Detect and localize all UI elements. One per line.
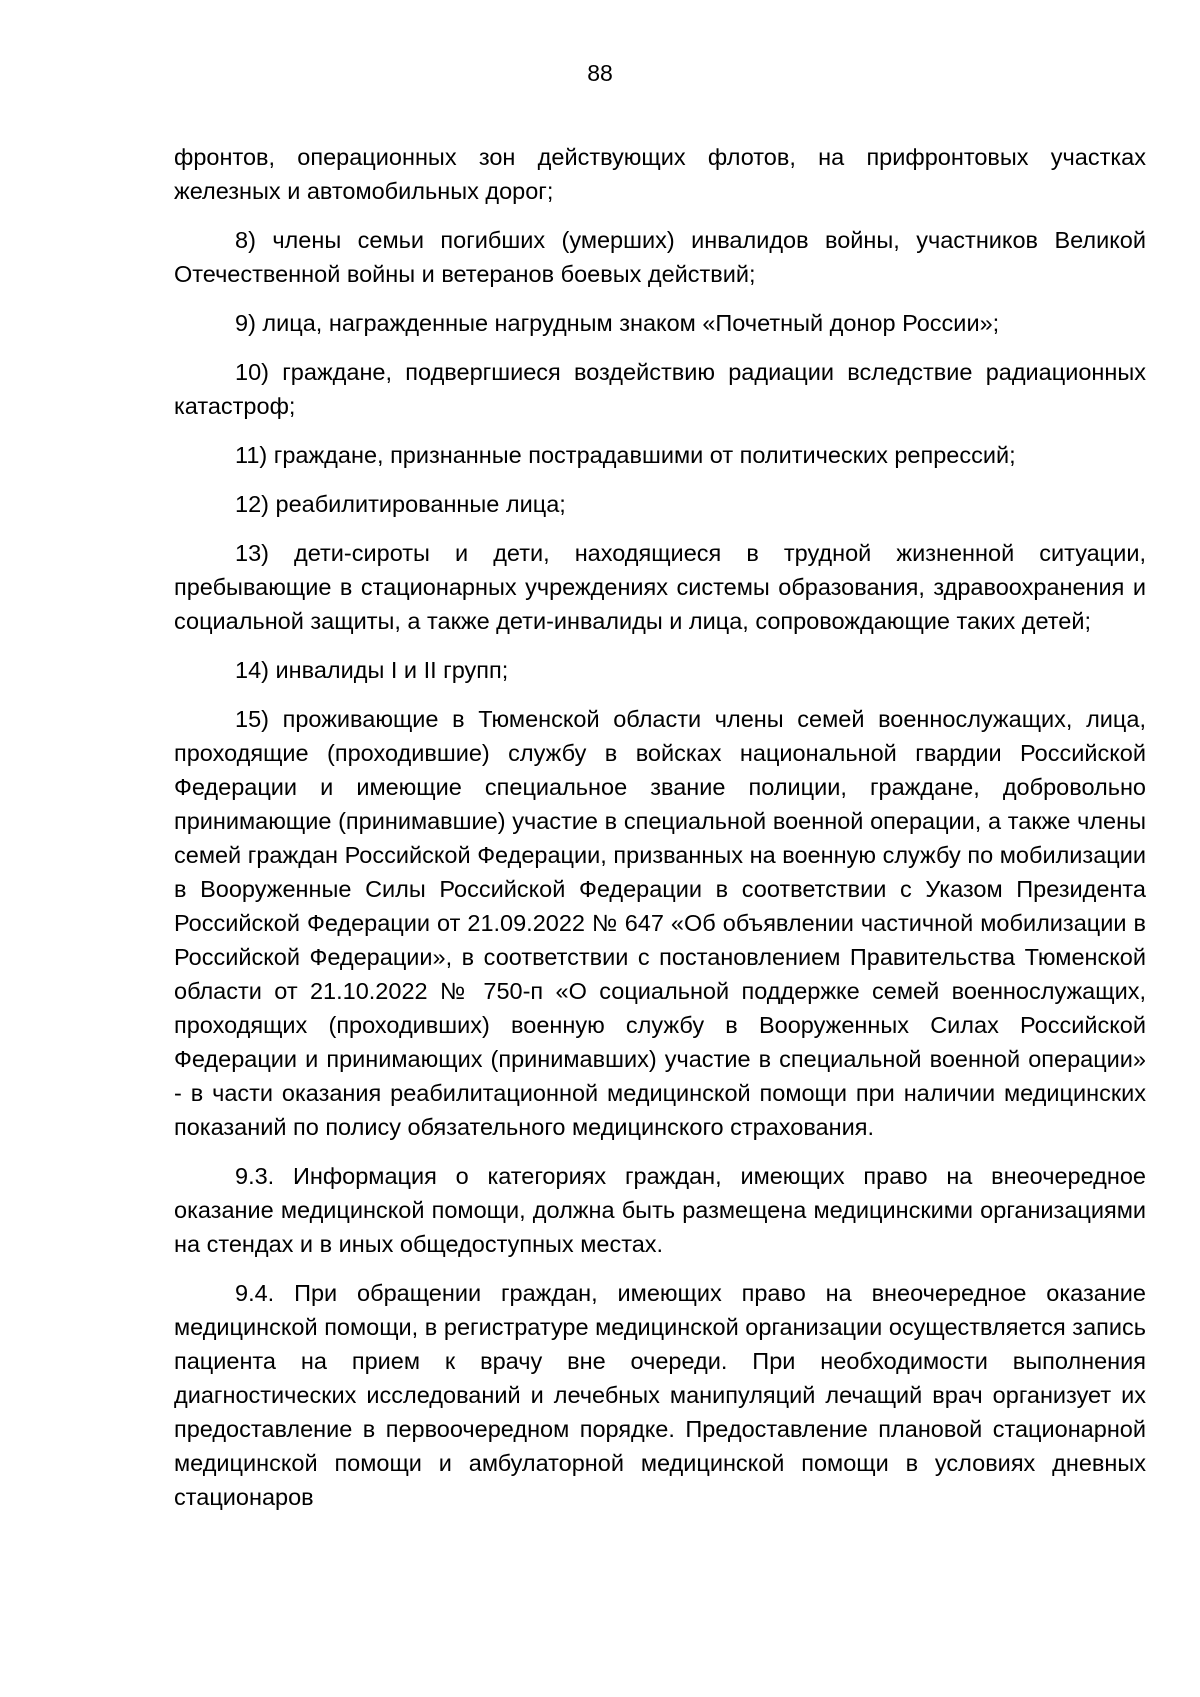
paragraph-continuation: фронтов, операционных зон действующих флотов, на прифронтовых участках железных и автомобильных дорог; bbox=[174, 144, 1146, 204]
list-item-14: 14) инвалиды I и II групп; bbox=[235, 657, 509, 683]
list-item-12: 12) реабилитированные лица; bbox=[235, 491, 566, 517]
document-body bbox=[174, 140, 1146, 1529]
section-9-4: 9.4. При обращении граждан, имеющих право на внеочередное оказание медицинской помощи, в регистратуре медицинской организации осуществляется запись пациента на прием к врачу вне очереди. При необходимости выполнения диагностических исследований и лечебных манипуляций лечащий врач организует их предоставление в первоочередном порядке. Предоставление плановой стационарной медицинской помощи и амбулаторной медицинской помощи в условиях дневных стационаров bbox=[174, 1280, 1146, 1510]
list-item-13: 13) дети-сироты и дети, находящиеся в трудной жизненной ситуации, пребывающие в стационарных учреждениях системы образования, здравоохранения и социальной защиты, а также дети-инвалиды и лица, сопровождающие таких детей; bbox=[174, 540, 1146, 634]
list-item-10: 10) граждане, подвергшиеся воздействию радиации вследствие радиационных катастроф; bbox=[174, 359, 1146, 419]
list-item-8: 8) члены семьи погибших (умерших) инвалидов войны, участников Великой Отечественной войны и ветеранов боевых действий; bbox=[174, 227, 1146, 287]
page-number: 88 bbox=[587, 60, 613, 86]
section-9-3: 9.3. Информация о категориях граждан, имеющих право на внеочередное оказание медицинской помощи, должна быть размещена медицинскими организациями на стендах и в иных общедоступных местах. bbox=[174, 1163, 1146, 1257]
list-item-11: 11) граждане, признанные пострадавшими от политических репрессий; bbox=[235, 442, 1016, 468]
list-item-15: 15) проживающие в Тюменской области члены семей военнослужащих, лица, проходящие (проходившие) службу в войсках национальной гвардии Российской Федерации и имеющие специальное звание полиции, граждане, добровольно принимающие (принимавшие) участие в специальной военной операции, а также члены семей граждан Российской Федерации, призванных на военную службу по мобилизации в Вооруженные Силы Российской Федерации в соответствии с Указом Президента Российской Федерации от 21.09.2022 № 647 «Об объявлении частичной мобилизации в Российской Федерации», в соответствии с постановлением Правительства Тюменской области от 21.10.2022 № 750-п «О социальной поддержке семей военнослужащих, проходящих (проходивших) военную службу в Вооруженных Силах Российской Федерации и принимающих (принимавших) участие в специальной военной операции» - в части оказания реабилитационной медицинской помощи при наличии медицинских показаний по полису обязательного медицинского страхования. bbox=[174, 706, 1146, 1140]
list-item-9: 9) лица, награжденные нагрудным знаком «Почетный донор России»; bbox=[235, 310, 1000, 336]
